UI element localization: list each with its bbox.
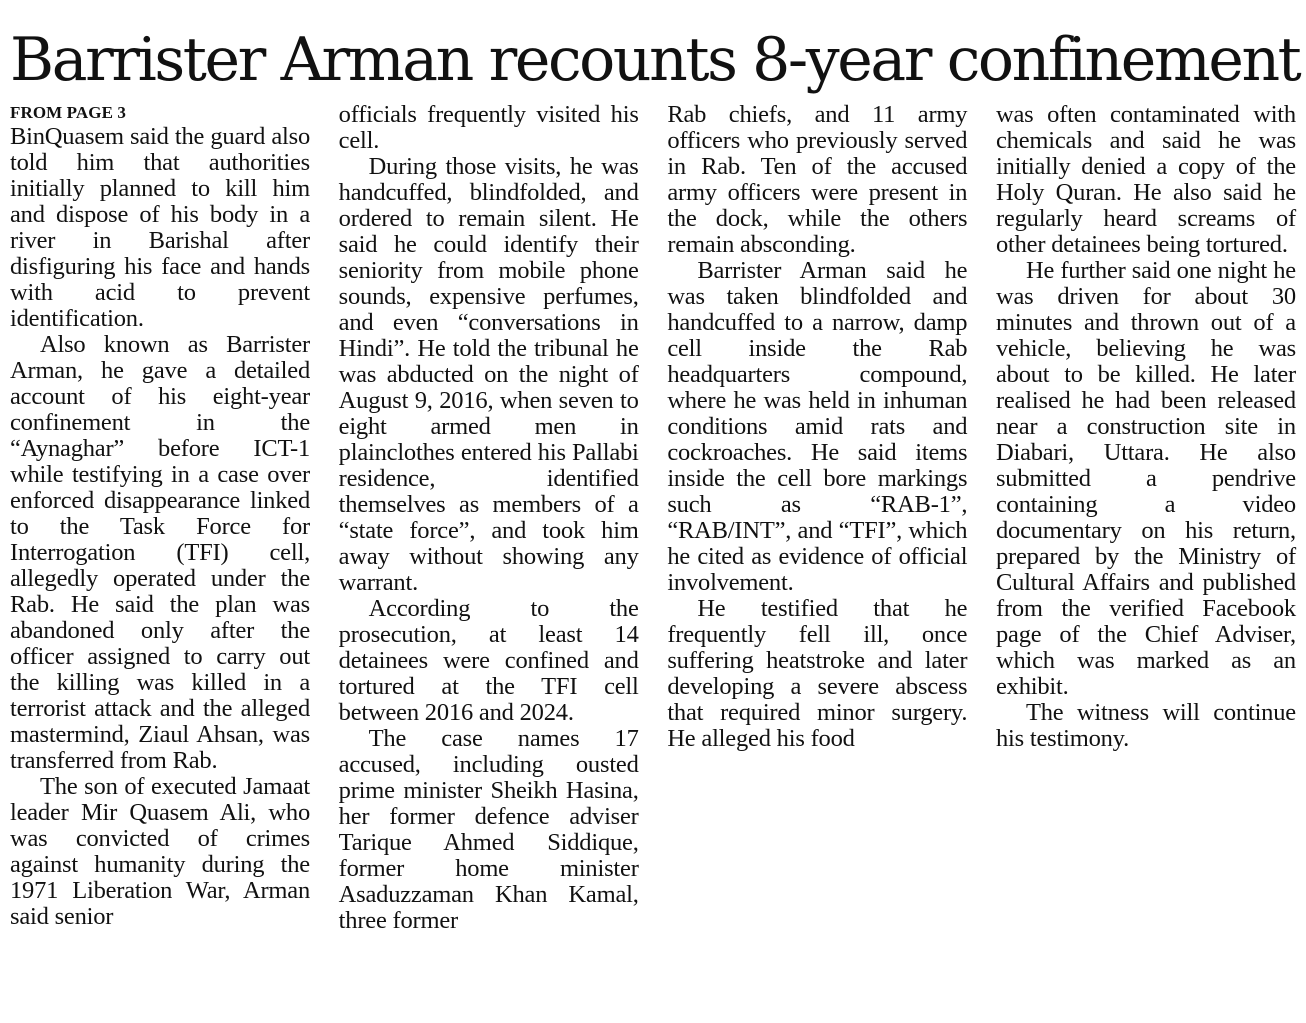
paragraph: officials frequently visited his cell. xyxy=(338,101,639,154)
article-body xyxy=(10,102,1296,934)
paragraph: The witness will continue his testimony. xyxy=(995,699,1296,752)
column-4 xyxy=(996,102,1296,934)
jump-kicker: FROM PAGE 3 xyxy=(10,103,126,122)
column-1 xyxy=(10,102,310,934)
paragraph: was often contaminated with chemicals and said he was initially denied a copy of the Holy Quran. He also said he regularly heard screams of other detainees being tortured. xyxy=(995,101,1296,258)
column-3 xyxy=(667,102,967,934)
headline: Barrister Arman recounts 8-year confinement xyxy=(10,25,1300,95)
paragraph: He further said one night he was driven for about 30 minutes and thrown out of a vehicle, believing he was about to be killed. He later realised he had been released near a construction site in Diabari, Uttara. He also submitted a pendrive containing a video documentary on his return, prepared by the Ministry of Cultural Affairs and published from the verified Facebook page of the Chief Adviser, which was marked as an exhibit. xyxy=(995,257,1296,700)
paragraph: Also known as Barrister Arman, he gave a detailed account of his eight-year confinement in the “Aynaghar” before ICT-1 while testifying in a case over enforced disappearance linked to the Task Force for Interrogation (TFI) cell, allegedly operated under the Rab. He said the plan was abandoned only after the officer assigned to carry out the killing was killed in a terrorist attack and the alleged mastermind, Ziaul Ahsan, was transferred from Rab. xyxy=(10,331,310,774)
paragraph: The case names 17 accused, including ousted prime minister Sheikh Hasina, her former defence adviser Tarique Ahmed Siddique, former home minister Asaduzzaman Khan Kamal, three former xyxy=(338,725,639,934)
paragraph: Rab chiefs, and 11 army officers who previously served in Rab. Ten of the accused army officers were present in the dock, while the others remain absconding. xyxy=(667,101,968,258)
paragraph: Barrister Arman said he was taken blindfolded and handcuffed to a narrow, damp cell inside the Rab headquarters compound, where he was held in inhuman conditions amid rats and cockroaches. He said items inside the cell bore markings such as “RAB-1”, “RAB/INT”, and “TFI”, which he cited as evidence of official involvement. xyxy=(667,257,968,596)
column-2 xyxy=(339,102,639,934)
paragraph: The son of executed Jamaat leader Mir Quasem Ali, who was convicted of crimes against humanity during the 1971 Liberation War, Arman said senior xyxy=(10,773,310,930)
paragraph: He testified that he frequently fell ill, once suffering heatstroke and later developing a severe abscess that required minor surgery. He alleged his food xyxy=(667,595,968,752)
paragraph: BinQuasem said the guard also told him that authorities initially planned to kill him and dispose of his body in a river in Barishal after disfiguring his face and hands with acid to prevent identification. xyxy=(10,123,310,332)
paragraph: According to the prosecution, at least 14 detainees were confined and tortured at the TFI cell between 2016 and 2024. xyxy=(338,595,639,726)
paragraph: During those visits, he was handcuffed, blindfolded, and ordered to remain silent. He said he could identify their seniority from mobile phone sounds, expensive perfumes, and even “conversations in Hindi”. He told the tribunal he was abducted on the night of August 9, 2016, when seven to eight armed men in plainclothes entered his Pallabi residence, identified themselves as members of a “state force”, and took him away without showing any warrant. xyxy=(338,153,639,596)
